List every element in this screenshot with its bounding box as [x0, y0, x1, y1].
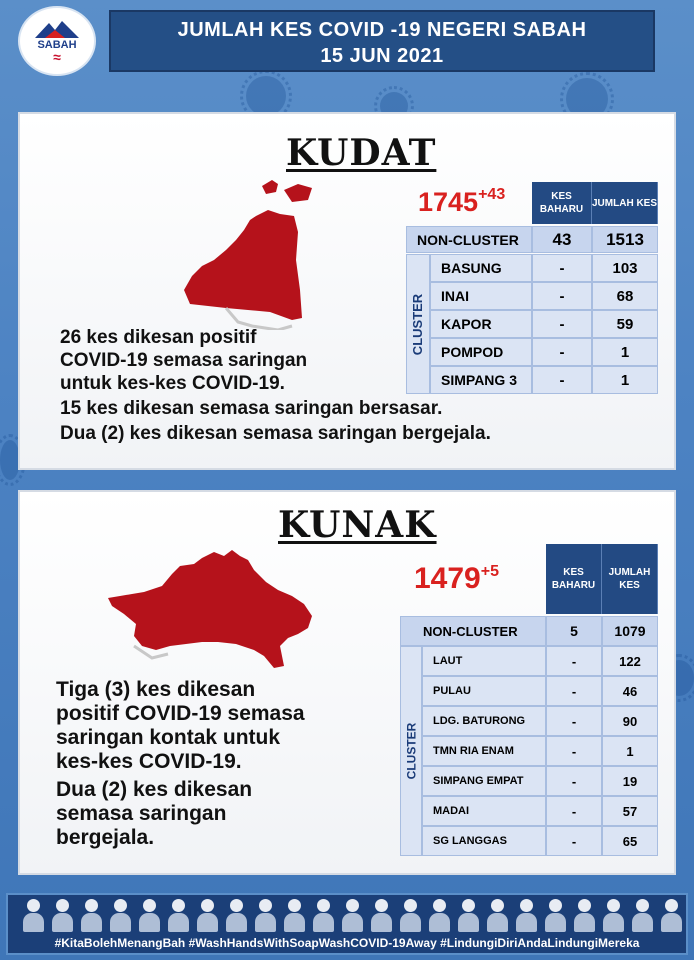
- cluster-name: TMN RIA ENAM: [422, 736, 546, 766]
- cluster-name: LDG. BATURONG: [422, 706, 546, 736]
- person-icon: [660, 898, 683, 932]
- cluster-total: 1: [592, 338, 658, 366]
- mountain-icon: [35, 20, 79, 38]
- cluster-name: SG LANGGAS: [422, 826, 546, 856]
- cluster-new: -: [532, 282, 592, 310]
- cluster-total: 65: [602, 826, 658, 856]
- kudat-total: [418, 186, 505, 218]
- table-row: [422, 826, 658, 856]
- cluster-new: -: [532, 338, 592, 366]
- table-row: [422, 766, 658, 796]
- cluster-new: -: [532, 310, 592, 338]
- person-icon: [167, 898, 190, 932]
- logo-text: SABAH: [37, 38, 77, 51]
- frontliners-illustration: [22, 898, 683, 932]
- kunak-increase: +5: [480, 563, 499, 580]
- person-icon: [312, 898, 335, 932]
- cluster-name: LAUT: [422, 646, 546, 676]
- person-icon: [486, 898, 509, 932]
- kunak-panel: [18, 490, 676, 875]
- person-icon: [138, 898, 161, 932]
- desc-line: kes-kes COVID-19.: [56, 750, 242, 773]
- kudat-new-cases-header: KES BAHARU: [532, 182, 592, 224]
- cluster-name: BASUNG: [430, 254, 532, 282]
- table-row: [422, 646, 658, 676]
- table-row: [422, 676, 658, 706]
- cluster-total: 59: [592, 310, 658, 338]
- desc-line: untuk kes-kes COVID-19.: [60, 373, 285, 394]
- cluster-total: 68: [592, 282, 658, 310]
- person-icon: [109, 898, 132, 932]
- footer-banner: [6, 893, 688, 955]
- header-title: JUMLAH KES COVID -19 NEGERI SABAH: [177, 19, 587, 41]
- cluster-total: 1: [602, 736, 658, 766]
- kunak-total-cases-header: JUMLAH KES: [602, 544, 658, 614]
- table-row: [430, 254, 658, 282]
- non-cluster-label: NON-CLUSTER: [406, 226, 532, 253]
- cluster-name: POMPOD: [430, 338, 532, 366]
- desc-line: saringan kontak untuk: [56, 726, 281, 749]
- cluster-total: 90: [602, 706, 658, 736]
- non-cluster-new: 5: [546, 616, 602, 646]
- cluster-total: 1: [592, 366, 658, 394]
- person-icon: [283, 898, 306, 932]
- kudat-panel: [18, 112, 676, 470]
- cluster-new: -: [546, 646, 602, 676]
- non-cluster-total: 1513: [592, 226, 658, 253]
- kudat-title: KUDAT: [286, 132, 437, 174]
- person-icon: [515, 898, 538, 932]
- table-row: [400, 616, 658, 646]
- cluster-name: SIMPANG 3: [430, 366, 532, 394]
- person-icon: [341, 898, 364, 932]
- virus-decoration: [246, 76, 286, 116]
- kunak-title: KUNAK: [278, 504, 437, 546]
- cluster-total: 103: [592, 254, 658, 282]
- person-icon: [225, 898, 248, 932]
- cluster-new: -: [532, 254, 592, 282]
- person-icon: [544, 898, 567, 932]
- cluster-new: -: [546, 826, 602, 856]
- person-icon: [573, 898, 596, 932]
- person-icon: [370, 898, 393, 932]
- table-row: [422, 796, 658, 826]
- cluster-name: PULAU: [422, 676, 546, 706]
- kudat-map: [180, 180, 325, 330]
- person-icon: [254, 898, 277, 932]
- desc-line: 15 kes dikesan semasa saringan bersasar.: [60, 398, 443, 419]
- table-row: [422, 736, 658, 766]
- header-date: 15 JUN 2021: [320, 45, 444, 67]
- person-icon: [399, 898, 422, 932]
- kunak-description: [56, 678, 305, 850]
- cluster-new: -: [546, 706, 602, 736]
- logo-swoosh-icon: ≈: [53, 48, 61, 65]
- person-icon: [457, 898, 480, 932]
- kunak-new-cases-header: KES BAHARU: [546, 544, 602, 614]
- desc-line: positif COVID-19 semasa: [56, 702, 305, 725]
- desc-line: semasa saringan: [56, 802, 227, 825]
- kunak-map: [106, 546, 316, 672]
- desc-line: 26 kes dikesan positif: [60, 327, 257, 348]
- cluster-new: -: [532, 366, 592, 394]
- desc-line: Dua (2) kes dikesan: [56, 778, 253, 801]
- non-cluster-total: 1079: [602, 616, 658, 646]
- cluster-total: 19: [602, 766, 658, 796]
- person-icon: [22, 898, 45, 932]
- kunak-total: [414, 562, 499, 596]
- kudat-total-value: 1745: [418, 187, 479, 217]
- virus-decoration: [0, 440, 20, 480]
- non-cluster-label: NON-CLUSTER: [400, 616, 546, 646]
- sabah-logo: [18, 6, 96, 76]
- cluster-total: 46: [602, 676, 658, 706]
- table-row: [430, 282, 658, 310]
- cluster-label: CLUSTER: [406, 254, 430, 394]
- table-row: [406, 226, 658, 253]
- page-header: [109, 10, 655, 72]
- cluster-new: -: [546, 796, 602, 826]
- person-icon: [602, 898, 625, 932]
- person-icon: [196, 898, 219, 932]
- cluster-total: 57: [602, 796, 658, 826]
- desc-line: bergejala.: [56, 826, 155, 849]
- desc-line: Dua (2) kes dikesan semasa saringan bergejala.: [60, 423, 491, 444]
- person-icon: [631, 898, 654, 932]
- desc-line: COVID-19 semasa saringan: [60, 350, 308, 371]
- kudat-description: [60, 326, 491, 445]
- cluster-name: MADAI: [422, 796, 546, 826]
- table-row: [422, 706, 658, 736]
- person-icon: [51, 898, 74, 932]
- kunak-total-value: 1479: [414, 562, 481, 595]
- person-icon: [428, 898, 451, 932]
- cluster-new: -: [546, 736, 602, 766]
- non-cluster-new: 43: [532, 226, 592, 253]
- cluster-new: -: [546, 766, 602, 796]
- kudat-total-cases-header: JUMLAH KES: [592, 182, 658, 224]
- cluster-total: 122: [602, 646, 658, 676]
- cluster-new: -: [546, 676, 602, 706]
- cluster-name: INAI: [430, 282, 532, 310]
- cluster-name: SIMPANG EMPAT: [422, 766, 546, 796]
- cluster-name: KAPOR: [430, 310, 532, 338]
- hashtags: #KitaBolehMenangBah #WashHandsWithSoapWashCOVID-19Away #LindungiDiriAndaLindungiMereka: [54, 936, 640, 950]
- desc-line: Tiga (3) kes dikesan: [56, 678, 256, 701]
- cluster-label: CLUSTER: [400, 646, 422, 856]
- kudat-increase: +43: [478, 186, 506, 203]
- person-icon: [80, 898, 103, 932]
